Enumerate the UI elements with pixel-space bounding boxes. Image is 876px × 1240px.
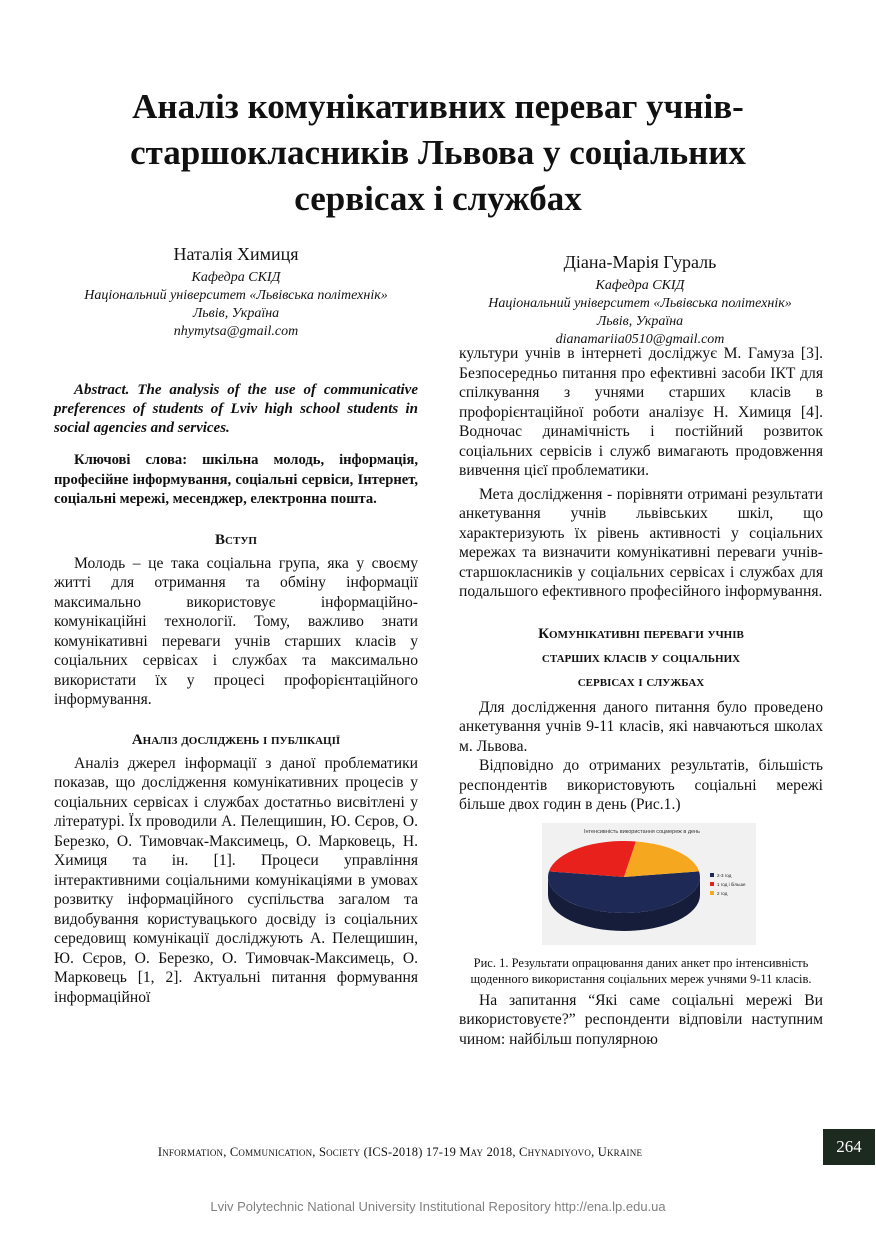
- chart-title: Інтенсивність використання соцмереж в день: [583, 828, 701, 835]
- author-2-name: Діана-Марія Гураль: [563, 252, 717, 272]
- legend-label-2: 2 год: [717, 890, 728, 896]
- author-1-university: Національний університет «Львівська політехнік»: [84, 288, 388, 303]
- author-1-block: [40, 243, 432, 341]
- legend-swatch-0: [710, 873, 714, 877]
- pie-chart: [542, 823, 756, 945]
- aim-paragraph: Мета дослідження - порівняти отримані результати анкетування учнів львівських шкіл, що характеризують їх рівень активності у соціальних мережах та визначити комунікативні переваги учнів-старшокласників у соціальних сервісах і службах для подальшого ефективного професійного інформування.: [459, 485, 823, 600]
- conference-footer: Information, Communication, Society (ICS-2018) 17-19 May 2018, Chynadiyovo, Ukraine: [157, 1145, 643, 1159]
- continuation-paragraph: культури учнів в інтернеті досліджує М. Гамуза [3]. Безпосередньо питання про ефективні засоби ІКТ для спілкування з учнями старших класів в профорієнтаційної роботи аналізує Н. Химиця [4]. Водночас динамічність і постійний розвиток соціальних сервісів і служб вимагають продовження вивчення цієї проблематики.: [459, 345, 823, 479]
- question-paragraph: На запитання “Які саме соціальні мережі Ви використовуєте?” респонденти відповіли наступним чином: найбільш популярною: [459, 991, 823, 1048]
- analysis-paragraph: Аналіз джерел інформації з даної проблематики показав, що дослідження комунікативних процесів у соціальних сервісах і службах достатньо висвітлені у літературі. Їх проводили А. Пелещишин, Ю. Сєров, О. Березко, О. Тимовчак-Максимець, О. Марковець, Н. Химиця та ін. [1]. Процеси управління інтерактивними соціальними комунікаціями в умовах розвитку інформаційного суспільства загалом та видобування користувацького досвіду із соціальних середовищ комунікації досліджують А. Пелещишин, Ю. Сєров, О. Березко, О. Тимовчак-Максимець, О. Марковець [1, 2]. Актуальні питання формування інформаційної: [54, 754, 418, 1006]
- author-2-dept: Кафедра СКІД: [595, 278, 685, 293]
- comm-heading: [459, 622, 823, 694]
- abstract: Abstract. The analysis of the use of communicative preferences of students of Lviv high school students in social agencies and services.: [54, 382, 418, 436]
- right-column: [459, 344, 823, 1049]
- page-number: 264: [823, 1129, 875, 1165]
- legend-label-1: 1 год і більше: [717, 881, 746, 887]
- repository-line: Lviv Polytechnic National University Institutional Repository http://ena.lp.edu.ua: [210, 1199, 666, 1214]
- author-2-block: [444, 251, 836, 349]
- legend-label-0: 2-3 год: [717, 872, 732, 878]
- legend-swatch-2: [710, 891, 714, 895]
- author-2-email: dianamariia0510@gmail.com: [555, 332, 725, 347]
- author-1-name: Наталія Химиця: [173, 244, 299, 264]
- results-paragraph: Відповідно до отриманих результатів, більшість респондентів використовують соціальні мережі більше двох годин в день (Рис.1.): [459, 757, 823, 813]
- author-2-city: Львів, Україна: [596, 314, 684, 329]
- keywords: Ключові слова: шкільна молодь, інформація, професійне інформування, соціальні сервіси, Інтернет, соціальні мережі, месенджер, електронна пошта.: [54, 452, 418, 507]
- analysis-heading: Аналіз досліджень і публікації: [131, 731, 341, 748]
- figure-1: [459, 823, 823, 945]
- title-line-2: старшокласників Львова у соціальних: [130, 133, 746, 172]
- title-line-1: Аналіз комунікативних переваг учнів-: [132, 87, 744, 126]
- paper-title: [60, 84, 816, 222]
- comm-heading-line-3: сервісах і службах: [577, 673, 705, 690]
- pie-slices: [548, 841, 700, 931]
- comm-heading-line-2: старших класів у соціальних: [541, 649, 741, 666]
- author-1-email: nhymytsa@gmail.com: [173, 324, 299, 339]
- legend-swatch-1: [710, 882, 714, 886]
- title-line-3: сервісах і службах: [294, 179, 582, 218]
- author-1-dept: Кафедра СКІД: [191, 270, 281, 285]
- author-2-university: Національний університет «Львівська політехнік»: [488, 296, 792, 311]
- comm-heading-line-1: Комунікативні переваги учнів: [538, 625, 744, 642]
- figure-caption: Рис. 1. Результати опрацювання даних анкет про інтенсивність щоденного використання соціальних мереж учнями 9-11 класів.: [470, 955, 812, 986]
- intro-paragraph: Молодь – це така соціальна група, яка у своєму житті для отримання та обміну інформації максимально використовує інформаційно-комунікаційні технології. Тому, важливо знати комунікативні переваги учнів старших класів у соціальних сервісах і службах та максимально використати їх у процесі профорієнтаційного інформування.: [54, 554, 418, 708]
- author-1-city: Львів, Україна: [192, 306, 280, 321]
- survey-paragraph: Для дослідження даного питання було проведено анкетування учнів 9-11 класів, які навчаються школах м. Львова.: [459, 698, 823, 755]
- left-column: [54, 381, 418, 1007]
- intro-heading: Вступ: [215, 531, 257, 548]
